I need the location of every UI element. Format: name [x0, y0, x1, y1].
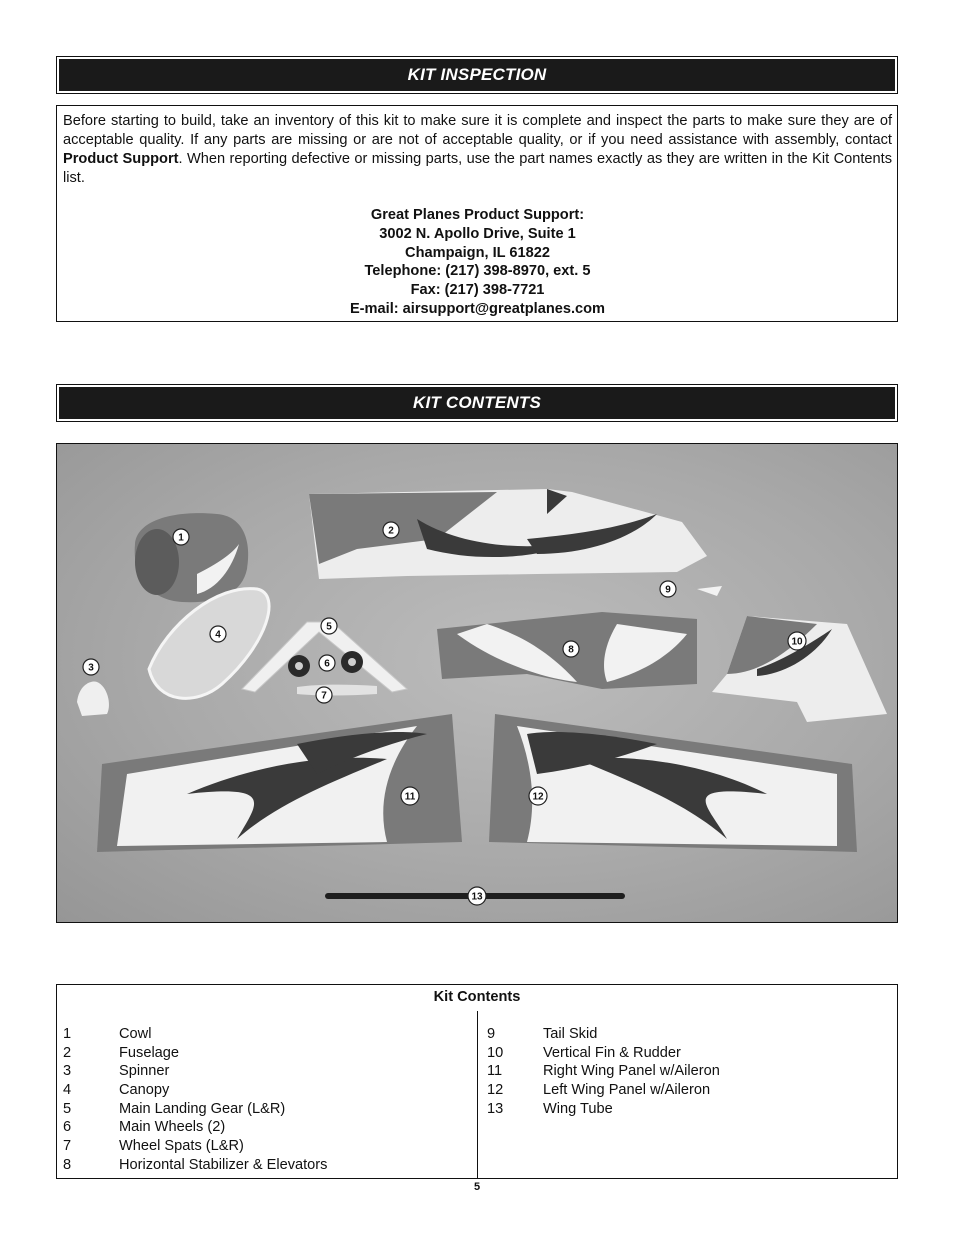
- contents-right-column: [487, 1025, 720, 1118]
- callout-label: 1: [178, 532, 184, 544]
- kit-parts-photo: [56, 443, 898, 923]
- address-line: Great Planes Product Support:: [370, 207, 585, 223]
- kit-contents-title: Kit Contents: [433, 989, 521, 1005]
- callout-6: [319, 655, 335, 671]
- column-divider: [477, 1011, 478, 1178]
- callout-label: 10: [791, 636, 803, 648]
- list-item: 9 Tail Skid: [487, 1026, 598, 1042]
- address-line: 3002 N. Apollo Drive, Suite 1: [379, 225, 576, 242]
- callout-11: [401, 787, 419, 805]
- list-item: 12 Left Wing Panel w/Aileron: [487, 1082, 711, 1099]
- contents-left-column: [63, 1025, 327, 1175]
- callout-label: 7: [321, 690, 327, 702]
- fuselage-part: [309, 489, 707, 579]
- list-item: 4 Canopy: [63, 1082, 170, 1099]
- callout-label: 5: [326, 621, 332, 633]
- kit-contents-banner: [56, 384, 898, 422]
- left-wing-part: [489, 714, 857, 852]
- callout-label: 13: [471, 891, 483, 903]
- list-item: 2 Fuselage: [63, 1044, 180, 1061]
- list-item: 7 Wheel Spats (L&R): [63, 1138, 244, 1155]
- callout-12: [529, 787, 547, 805]
- kit-parts-illustration: [57, 444, 898, 923]
- address-line: Champaign, IL 61822: [405, 244, 550, 261]
- callout-label: 3: [88, 662, 94, 674]
- cowl-part: [135, 513, 249, 602]
- spinner-part: [77, 682, 109, 716]
- callout-9: [660, 581, 676, 597]
- inspection-paragraph: Before starting to build, take an inventory of this kit to make sure it is complete and inspect the parts to make sure they are of acceptable quality. If any parts are missing or are not of acceptable quality, or if you need assistance with assembly, contact Product Support. When reporting defective or missing parts, use the part names exactly as they are written in the Kit Contents list.: [63, 113, 893, 186]
- kit-inspection-heading: KIT INSPECTION: [59, 59, 895, 91]
- list-item: 13 Wing Tube: [487, 1100, 613, 1117]
- telephone-line: Telephone: (217) 398-8970, ext. 5: [364, 263, 591, 280]
- kit-contents-table: [56, 984, 898, 1179]
- callout-7: [316, 687, 332, 703]
- callout-label: 2: [388, 525, 394, 537]
- callout-8: [563, 641, 579, 657]
- callout-5: [321, 618, 337, 634]
- callout-label: 9: [665, 584, 671, 596]
- tail-skid-part: [697, 586, 722, 596]
- list-item: 3 Spinner: [63, 1063, 170, 1080]
- callout-2: [383, 522, 399, 538]
- callout-4: [210, 626, 226, 642]
- list-item: 5 Main Landing Gear (L&R): [63, 1100, 286, 1117]
- callout-1: [173, 529, 189, 545]
- product-support-label: Product Support: [63, 151, 179, 167]
- email-line: E-mail: airsupport@greatplanes.com: [349, 300, 606, 317]
- right-wing-part: [97, 714, 462, 852]
- callout-label: 11: [404, 791, 416, 803]
- list-item: 10 Vertical Fin & Rudder: [487, 1044, 681, 1061]
- support-address: [63, 206, 892, 319]
- kit-inspection-banner: [56, 56, 898, 94]
- page-number: 5: [473, 1181, 481, 1193]
- callout-3: [83, 659, 99, 675]
- callout-10: [788, 632, 806, 650]
- list-item: 1 Cowl: [63, 1026, 152, 1042]
- list-item: 11 Right Wing Panel w/Aileron: [487, 1063, 720, 1080]
- list-item: 8 Horizontal Stabilizer & Elevators: [63, 1156, 328, 1173]
- fax-line: Fax: (217) 398-7721: [410, 282, 545, 299]
- callout-label: 12: [532, 791, 544, 803]
- callout-label: 8: [568, 644, 574, 656]
- callout-13: [468, 887, 486, 905]
- callout-label: 4: [215, 629, 221, 641]
- callout-label: 6: [324, 658, 330, 670]
- list-item: 6 Main Wheels (2): [63, 1119, 226, 1136]
- kit-contents-heading: KIT CONTENTS: [59, 387, 895, 419]
- inspection-box: [56, 105, 898, 322]
- wheel-spats-part: [297, 685, 377, 696]
